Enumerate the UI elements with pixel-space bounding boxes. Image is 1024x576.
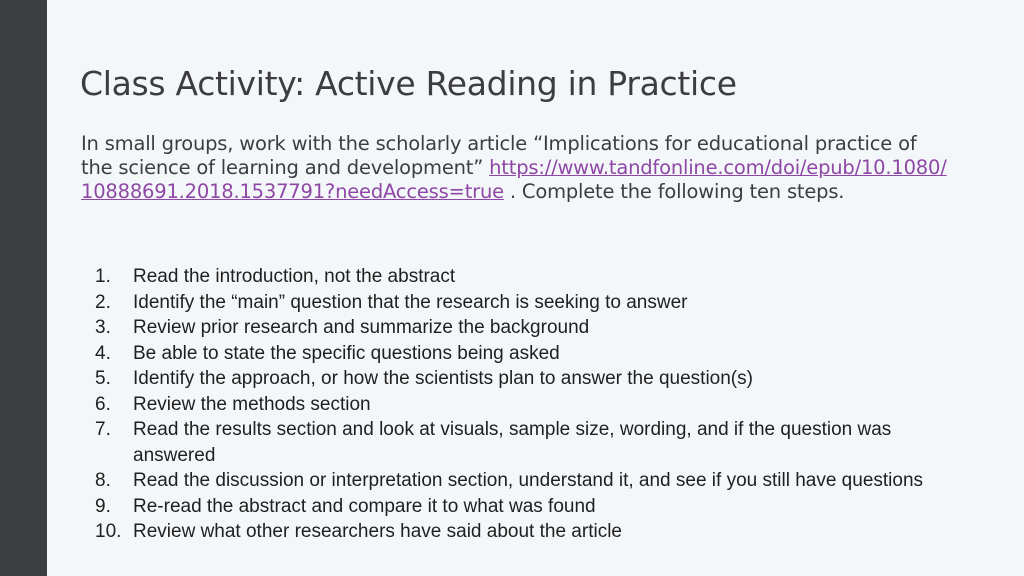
step-number: 5. (95, 368, 111, 389)
step-text: Review the methods section (133, 393, 371, 415)
step-item (95, 392, 955, 418)
step-number: 8. (95, 470, 111, 491)
step-text: Read the introduction, not the abstract (133, 266, 456, 287)
step-text: Read the discussion or interpretation section, understand it, and see if you still have questions (133, 470, 924, 491)
article-link[interactable]: https://www.tandfonline.com/doi/epub/10.1080/10888691.2018.1537791?needAccess=true (81, 156, 947, 203)
step-text: Review what other researchers have said about the article (133, 521, 622, 542)
intro-paragraph (81, 132, 951, 204)
step-item (95, 494, 955, 520)
step-text: Be able to state the specific questions being asked (133, 342, 560, 364)
step-number: 7. (95, 419, 111, 440)
step-number: 1. (95, 266, 111, 287)
step-text: Identify the “main” question that the research is seeking to answer (133, 291, 688, 313)
step-item (95, 417, 955, 468)
step-text: Read the results section and look at visuals, sample size, wording, and if the question was answered (133, 419, 892, 466)
step-item (95, 315, 955, 341)
step-item (95, 341, 955, 367)
step-number: 9. (95, 495, 111, 517)
step-text: Identify the approach, or how the scientists plan to answer the question(s) (133, 368, 753, 389)
step-number: 10. (95, 521, 122, 542)
step-number: 4. (95, 342, 111, 364)
left-accent-bar (0, 0, 47, 576)
intro-text: In small groups, work with the scholarly article “Implications for educational practice of the science of learning and development” (81, 132, 917, 179)
step-item (95, 366, 955, 392)
step-item (95, 290, 955, 316)
step-item (95, 519, 955, 545)
step-number: 2. (95, 291, 111, 313)
step-item (95, 468, 955, 494)
steps-list (95, 264, 955, 545)
slide-title: Class Activity: Active Reading in Practice (80, 64, 737, 103)
step-item (95, 264, 955, 290)
step-text: Review prior research and summarize the background (133, 317, 590, 338)
step-number: 3. (95, 317, 111, 338)
intro-text-end: . Complete the following ten steps. (503, 180, 845, 203)
step-number: 6. (95, 393, 111, 415)
step-text: Re-read the abstract and compare it to what was found (133, 495, 596, 517)
